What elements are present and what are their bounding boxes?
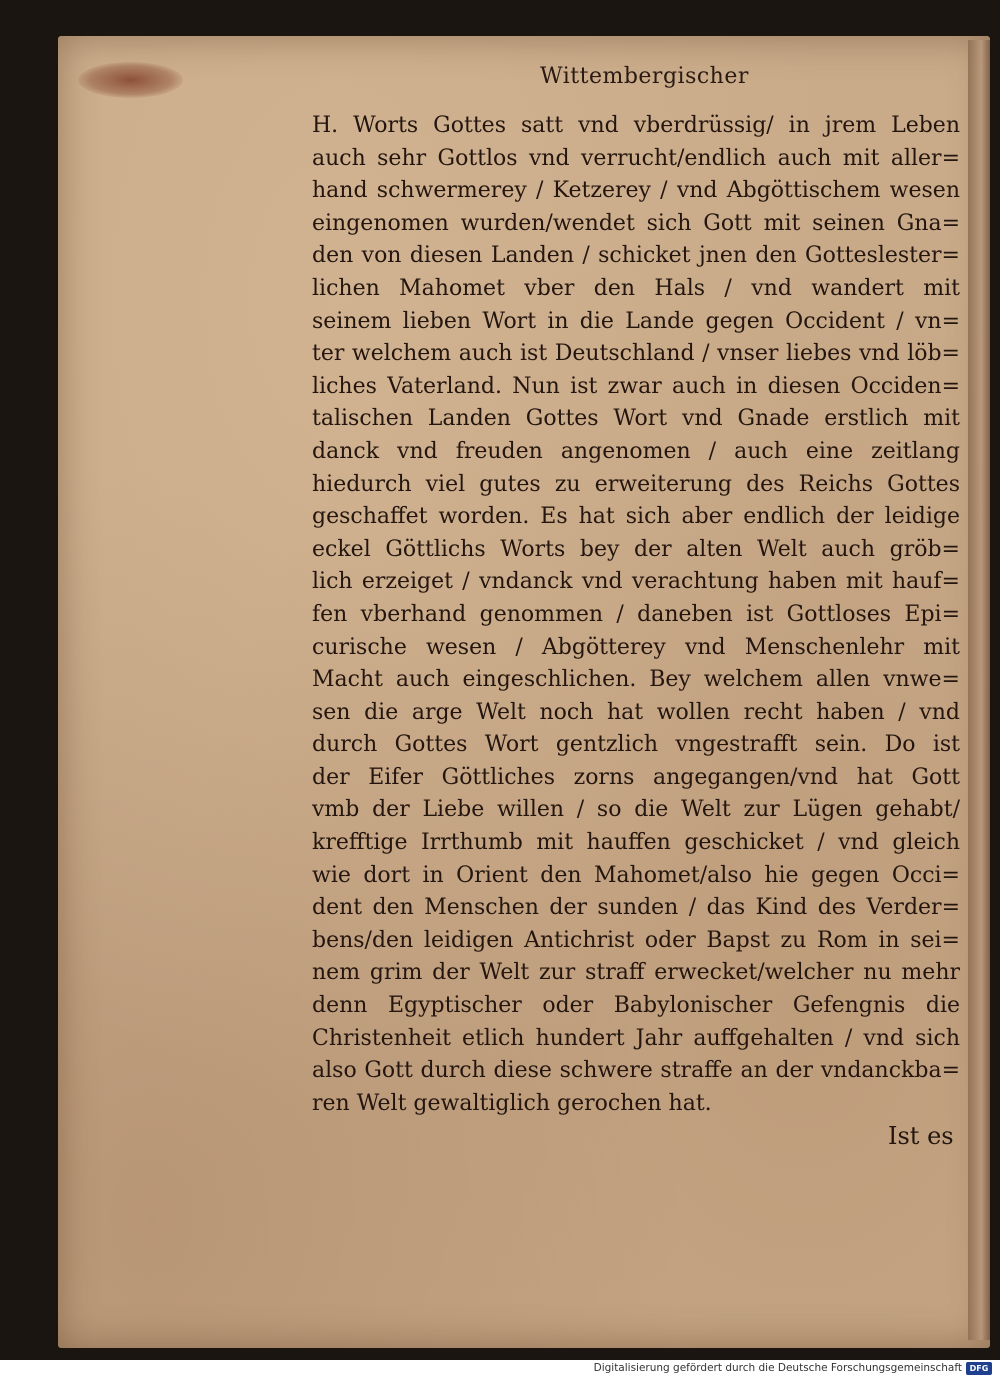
text-line: Macht auch eingeschlichen. Bey welchem allen vnwe= — [312, 667, 960, 693]
body-text — [312, 110, 960, 1120]
text-line: wie dort in Orient den Mahomet/also hie gegen Occi= — [312, 862, 960, 888]
text-line: danck vnd freuden angenomen / auch eine zeitlang — [312, 438, 960, 464]
text-line: geschaffet worden. Es hat sich aber endlich der leidige — [312, 504, 960, 530]
text-line: vmb der Liebe willen / so die Welt zur Lügen gehabt/ — [312, 797, 960, 823]
text-line: krefftige Irrthumb mit hauffen geschicket / vnd gleich — [312, 830, 960, 856]
catchword: Ist es — [888, 1122, 954, 1150]
running-head: Wittembergischer — [540, 64, 749, 89]
text-line: curische wesen / Abgötterey vnd Menschenlehr mit — [312, 634, 960, 660]
text-line: hiedurch viel gutes zu erweiterung des Reichs Gottes — [312, 471, 960, 497]
text-line: talischen Landen Gottes Wort vnd Gnade erstlich mit — [312, 406, 960, 432]
text-line: eckel Göttlichs Worts bey der alten Welt auch gröb= — [312, 536, 960, 562]
text-line: also Gott durch diese schwere straffe an der vndanckba= — [312, 1058, 960, 1084]
text-line: ren Welt gewaltiglich gerochen hat. — [312, 1090, 712, 1116]
text-line: H. Worts Gottes satt vnd vberdrüssig/ in jrem Leben — [312, 113, 960, 138]
red-stain-mark — [78, 62, 183, 98]
text-line: lich erzeiget / vndanck vnd verachtung haben mit hauf= — [312, 569, 960, 595]
footer-credit: Digitalisierung gefördert durch die Deutsche Forschungsgemeinschaft — [593, 1362, 962, 1374]
text-line: fen vberhand genommen / daneben ist Gottloses Epi= — [312, 601, 960, 627]
dfg-logo-icon: DFG — [966, 1362, 992, 1375]
page-edge-shadow — [968, 40, 990, 1340]
text-line: der Eifer Göttliches zorns angegangen/vnd hat Gott — [312, 764, 960, 790]
text-line: dent den Menschen der sunden / das Kind des Verder= — [312, 895, 960, 921]
text-line: eingenomen wurden/wendet sich Gott mit seinen Gna= — [312, 210, 960, 236]
text-line: lichen Mahomet vber den Hals / vnd wandert mit — [312, 275, 960, 301]
text-line: seinem lieben Wort in die Lande gegen Occident / vn= — [312, 308, 960, 334]
text-line: auch sehr Gottlos vnd verrucht/endlich auch mit aller= — [312, 145, 960, 171]
text-line: nem grim der Welt zur straff erwecket/welcher nu mehr — [312, 960, 960, 986]
text-line: denn Egyptischer oder Babylonischer Gefengnis die — [312, 993, 960, 1019]
text-line: bens/den leidigen Antichrist oder Bapst zu Rom in sei= — [312, 927, 960, 953]
text-line: sen die arge Welt noch hat wollen recht haben / vnd — [312, 699, 960, 725]
text-line: durch Gottes Wort gentzlich vngestrafft sein. Do ist — [312, 732, 960, 758]
text-line: ter welchem auch ist Deutschland / vnser liebes vnd löb= — [312, 341, 960, 367]
text-line: liches Vaterland. Nun ist zwar auch in diesen Occiden= — [312, 373, 960, 399]
text-line: den von diesen Landen / schicket jnen den Gotteslester= — [312, 243, 960, 269]
text-line: hand schwermerey / Ketzerey / vnd Abgöttischem wesen — [312, 178, 960, 204]
text-line: Christenheit etlich hundert Jahr auffgehalten / vnd sich — [312, 1025, 960, 1051]
